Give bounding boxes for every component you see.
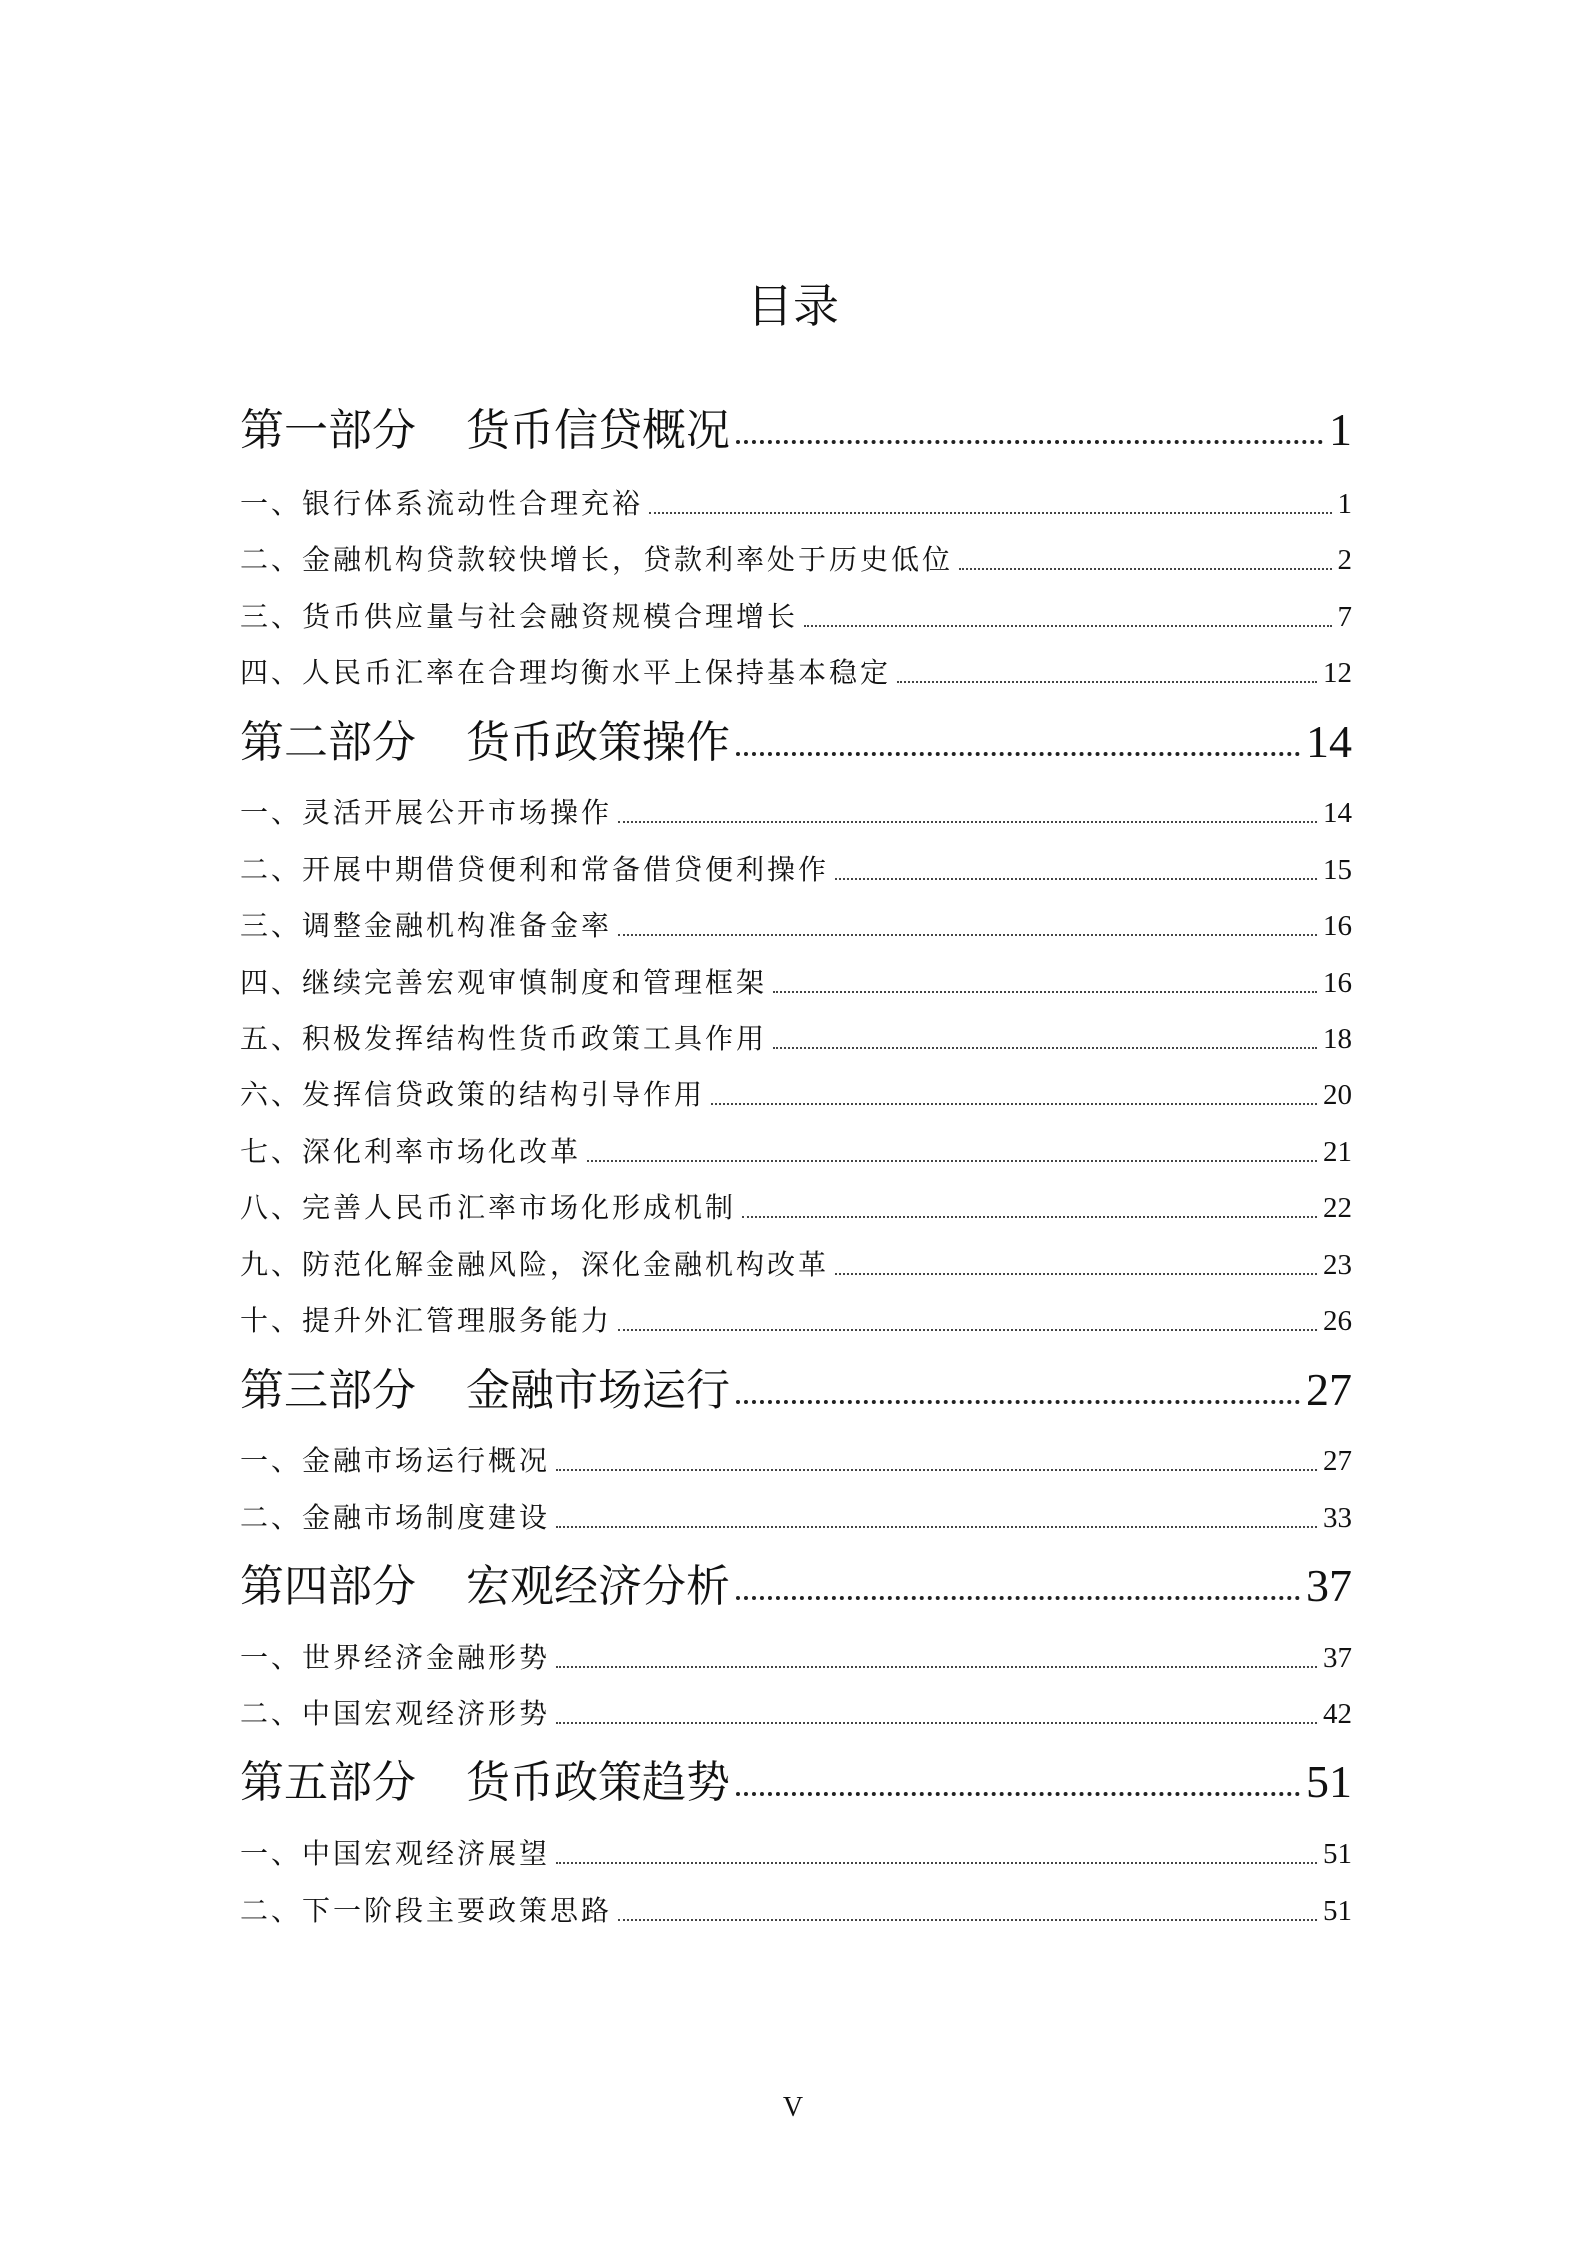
toc-section-2-5[interactable] <box>240 1019 1352 1059</box>
toc-section-label: 二、金融市场制度建设 <box>240 1501 551 1534</box>
dot-leader <box>618 821 1317 823</box>
dot-leader <box>618 1919 1317 1921</box>
toc-section-4-1[interactable] <box>240 1638 1352 1678</box>
dot-leader <box>835 1273 1317 1275</box>
dot-leader <box>587 1160 1317 1162</box>
toc-page-number: 22 <box>1323 1192 1352 1224</box>
toc-section-5-2[interactable] <box>240 1891 1352 1931</box>
toc-section-3-1[interactable] <box>240 1441 1352 1481</box>
toc-section-label: 一、世界经济金融形势 <box>240 1641 551 1674</box>
toc-page-number: 1 <box>1337 488 1352 520</box>
toc-part-label: 第三部分 金融市场运行 <box>240 1365 730 1416</box>
toc-page-number: 14 <box>1306 716 1352 767</box>
toc-page-number: 23 <box>1323 1249 1352 1281</box>
dot-leader <box>897 681 1317 683</box>
toc-page-number: 26 <box>1323 1305 1352 1337</box>
toc-section-label: 八、完善人民币汇率市场化形成机制 <box>240 1191 737 1224</box>
toc-page-number: 42 <box>1323 1698 1352 1730</box>
toc-section-label: 一、金融市场运行概况 <box>240 1444 551 1477</box>
toc-section-2-7[interactable] <box>240 1132 1352 1172</box>
dot-leader <box>804 625 1331 627</box>
toc-section-label: 三、调整金融机构准备金率 <box>240 909 613 942</box>
page-number: V <box>782 2092 804 2123</box>
toc-section-5-1[interactable] <box>240 1834 1352 1874</box>
toc-part-5[interactable] <box>240 1752 1352 1812</box>
toc-part-3[interactable] <box>240 1360 1352 1420</box>
toc-section-1-1[interactable] <box>240 484 1352 524</box>
toc-section-label: 七、深化利率市场化改革 <box>240 1135 582 1168</box>
toc-page-number: 14 <box>1323 797 1352 829</box>
dot-leader <box>736 1400 1300 1404</box>
toc-section-4-2[interactable] <box>240 1694 1352 1734</box>
toc-page-number: 18 <box>1323 1023 1352 1055</box>
toc-page-number: 12 <box>1323 657 1352 689</box>
toc-page-number: 51 <box>1306 1756 1352 1807</box>
toc-section-2-10[interactable] <box>240 1301 1352 1341</box>
toc-section-1-4[interactable] <box>240 653 1352 693</box>
toc-section-label: 一、中国宏观经济展望 <box>240 1837 551 1870</box>
dot-leader <box>835 878 1317 880</box>
toc-section-label: 九、防范化解金融风险，深化金融机构改革 <box>240 1248 830 1281</box>
dot-leader <box>618 1329 1317 1331</box>
toc-section-label: 四、人民币汇率在合理均衡水平上保持基本稳定 <box>240 656 892 689</box>
toc-section-1-3[interactable] <box>240 597 1352 637</box>
toc-page-number: 21 <box>1323 1136 1352 1168</box>
dot-leader <box>556 1526 1317 1528</box>
toc-part-label: 第五部分 货币政策趋势 <box>240 1757 730 1808</box>
toc-page-number: 27 <box>1306 1364 1352 1415</box>
toc-page-number: 33 <box>1323 1502 1352 1534</box>
dot-leader <box>711 1103 1317 1105</box>
toc-section-label: 一、灵活开展公开市场操作 <box>240 796 613 829</box>
dot-leader <box>736 440 1323 444</box>
toc-page-number: 37 <box>1323 1642 1352 1674</box>
toc-page-number: 51 <box>1323 1838 1352 1870</box>
dot-leader <box>773 991 1317 993</box>
toc-section-2-8[interactable] <box>240 1188 1352 1228</box>
toc-section-1-2[interactable] <box>240 540 1352 580</box>
dot-leader <box>736 1596 1300 1600</box>
dot-leader <box>556 1862 1317 1864</box>
toc-page-number: 37 <box>1306 1560 1352 1611</box>
dot-leader <box>736 752 1300 756</box>
toc-section-label: 二、金融机构贷款较快增长，贷款利率处于历史低位 <box>240 543 954 576</box>
dot-leader <box>556 1722 1317 1724</box>
toc-section-3-2[interactable] <box>240 1498 1352 1538</box>
dot-leader <box>556 1666 1317 1668</box>
toc-page-number: 27 <box>1323 1445 1352 1477</box>
toc-part-label: 第四部分 宏观经济分析 <box>240 1561 730 1612</box>
toc-section-label: 十、提升外汇管理服务能力 <box>240 1304 613 1337</box>
dot-leader <box>618 934 1317 936</box>
toc-section-2-4[interactable] <box>240 963 1352 1003</box>
toc-section-label: 四、继续完善宏观审慎制度和管理框架 <box>240 966 768 999</box>
dot-leader <box>773 1047 1317 1049</box>
toc-section-2-2[interactable] <box>240 850 1352 890</box>
toc-part-2[interactable] <box>240 712 1352 772</box>
toc-page-number: 16 <box>1323 910 1352 942</box>
page-title: 目录 <box>747 279 839 333</box>
toc-page-number: 7 <box>1337 601 1352 633</box>
toc-section-label: 二、开展中期借贷便利和常备借贷便利操作 <box>240 853 830 886</box>
toc-section-label: 二、下一阶段主要政策思路 <box>240 1894 613 1927</box>
toc-section-label: 六、发挥信贷政策的结构引导作用 <box>240 1078 706 1111</box>
toc-part-label: 第一部分 货币信贷概况 <box>240 405 730 456</box>
toc-section-label: 二、中国宏观经济形势 <box>240 1697 551 1730</box>
toc-section-2-3[interactable] <box>240 906 1352 946</box>
toc-page-number: 20 <box>1323 1079 1352 1111</box>
toc-part-label: 第二部分 货币政策操作 <box>240 717 730 768</box>
toc-part-4[interactable] <box>240 1556 1352 1616</box>
toc-page-number: 51 <box>1323 1895 1352 1927</box>
dot-leader <box>736 1792 1300 1796</box>
dot-leader <box>959 568 1331 570</box>
toc-page-number: 15 <box>1323 854 1352 886</box>
toc-page-number: 2 <box>1337 544 1352 576</box>
dot-leader <box>742 1216 1317 1218</box>
toc-section-label: 一、银行体系流动性合理充裕 <box>240 487 644 520</box>
dot-leader <box>649 512 1331 514</box>
toc-section-2-6[interactable] <box>240 1075 1352 1115</box>
toc-section-2-1[interactable] <box>240 793 1352 833</box>
dot-leader <box>556 1469 1317 1471</box>
toc-section-label: 五、积极发挥结构性货币政策工具作用 <box>240 1022 768 1055</box>
toc-page-number: 1 <box>1329 404 1352 455</box>
toc-page-number: 16 <box>1323 967 1352 999</box>
toc-section-2-9[interactable] <box>240 1245 1352 1285</box>
toc-section-label: 三、货币供应量与社会融资规模合理增长 <box>240 600 799 633</box>
toc-part-1[interactable] <box>240 400 1352 460</box>
